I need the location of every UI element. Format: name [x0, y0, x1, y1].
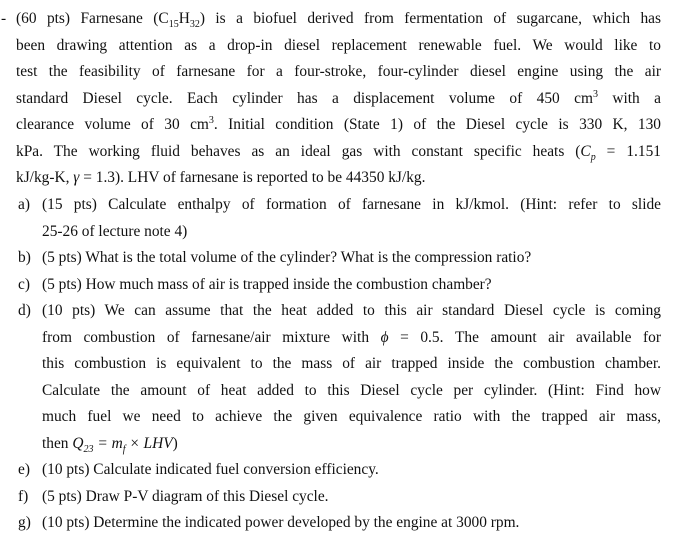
part-text: much fuel we need to achieve the given equivalence ratio with the trapped air mass, [42, 408, 661, 425]
problem-line-6: kPa. The working fluid behaves as an ideal gas with constant specific heats ($C_p = 1.151$ [16, 142, 661, 163]
problem-bullet: - [1, 10, 7, 27]
part-f [16, 484, 661, 511]
problem-line-2: been drawing attention as a drop-in diesel replacement renewable fuel. We would like to [16, 36, 661, 54]
part-text: from combustion of farnesane/air mixture with ϕ = 0.5. The amount air available for [42, 328, 661, 346]
part-text: then $Q_{23} = m_f \times LHV$) [42, 434, 178, 455]
part-letter: e) [18, 461, 30, 478]
part-text: (10 pts) We can assume that the heat added to this air standard Diesel cycle is coming [42, 302, 661, 319]
part-text: (5 pts) What is the total volume of the cylinder? What is the compression ratio? [42, 249, 532, 266]
part-letter: a) [18, 196, 30, 213]
part-e [16, 457, 661, 484]
part-text: (5 pts) Draw P-V diagram of this Diesel cycle. [42, 487, 329, 505]
part-letter: c) [18, 275, 30, 293]
problem-line-1: (60 pts) Farnesane $(C_{15}H_{32})$ is a biofuel derived from fermentation of sugarcane, which has [16, 10, 661, 31]
problem-statement [16, 6, 661, 192]
problem-line-7: kJ/kg-K, γ = 1.3). LHV of farnesane is reported to be 44350 kJ/kg. [16, 169, 426, 186]
part-text: (10 pts) Determine the indicated power developed by the engine at 3000 rpm. [42, 514, 520, 531]
part-letter: f) [18, 487, 29, 505]
question-parts [16, 192, 661, 537]
part-text: Calculate the amount of heat added to this Diesel cycle per cylinder. (Hint: Find how [42, 381, 661, 399]
part-text: (10 pts) Calculate indicated fuel conversion efficiency. [42, 461, 379, 478]
phi-symbol: ϕ [380, 328, 389, 346]
part-c [16, 272, 661, 299]
part-letter: d) [18, 302, 31, 319]
part-letter: b) [18, 249, 31, 266]
part-text: (15 pts) Calculate enthalpy of formation of farnesane in kJ/kmol. (Hint: refer to slide [42, 196, 661, 213]
problem-line-5: clearance volume of 30 $cm^3$. Initial condition (State 1) of the Diesel cycle is 330 K, 130 [16, 114, 662, 133]
problem-line-4: standard Diesel cycle. Each cylinder has a displacement volume of 450 $cm^3$ with a [16, 88, 661, 107]
problem-line-3: test the feasibility of farnesane for a four-stroke, four-cylinder diesel engine using the air [16, 63, 661, 80]
part-text: (5 pts) How much mass of air is trapped inside the combustion chamber? [42, 275, 492, 293]
part-b [16, 245, 661, 272]
part-text: this combustion is equivalent to the mass of air trapped inside the combustion chamber. [42, 355, 661, 372]
part-d [16, 298, 661, 457]
part-g [16, 510, 661, 537]
heat-equation: $Q_{23} = m_f$ × LHV [72, 434, 173, 455]
part-letter: g) [18, 514, 31, 531]
part-text: 25-26 of lecture note 4) [42, 222, 188, 240]
part-a [16, 192, 661, 245]
